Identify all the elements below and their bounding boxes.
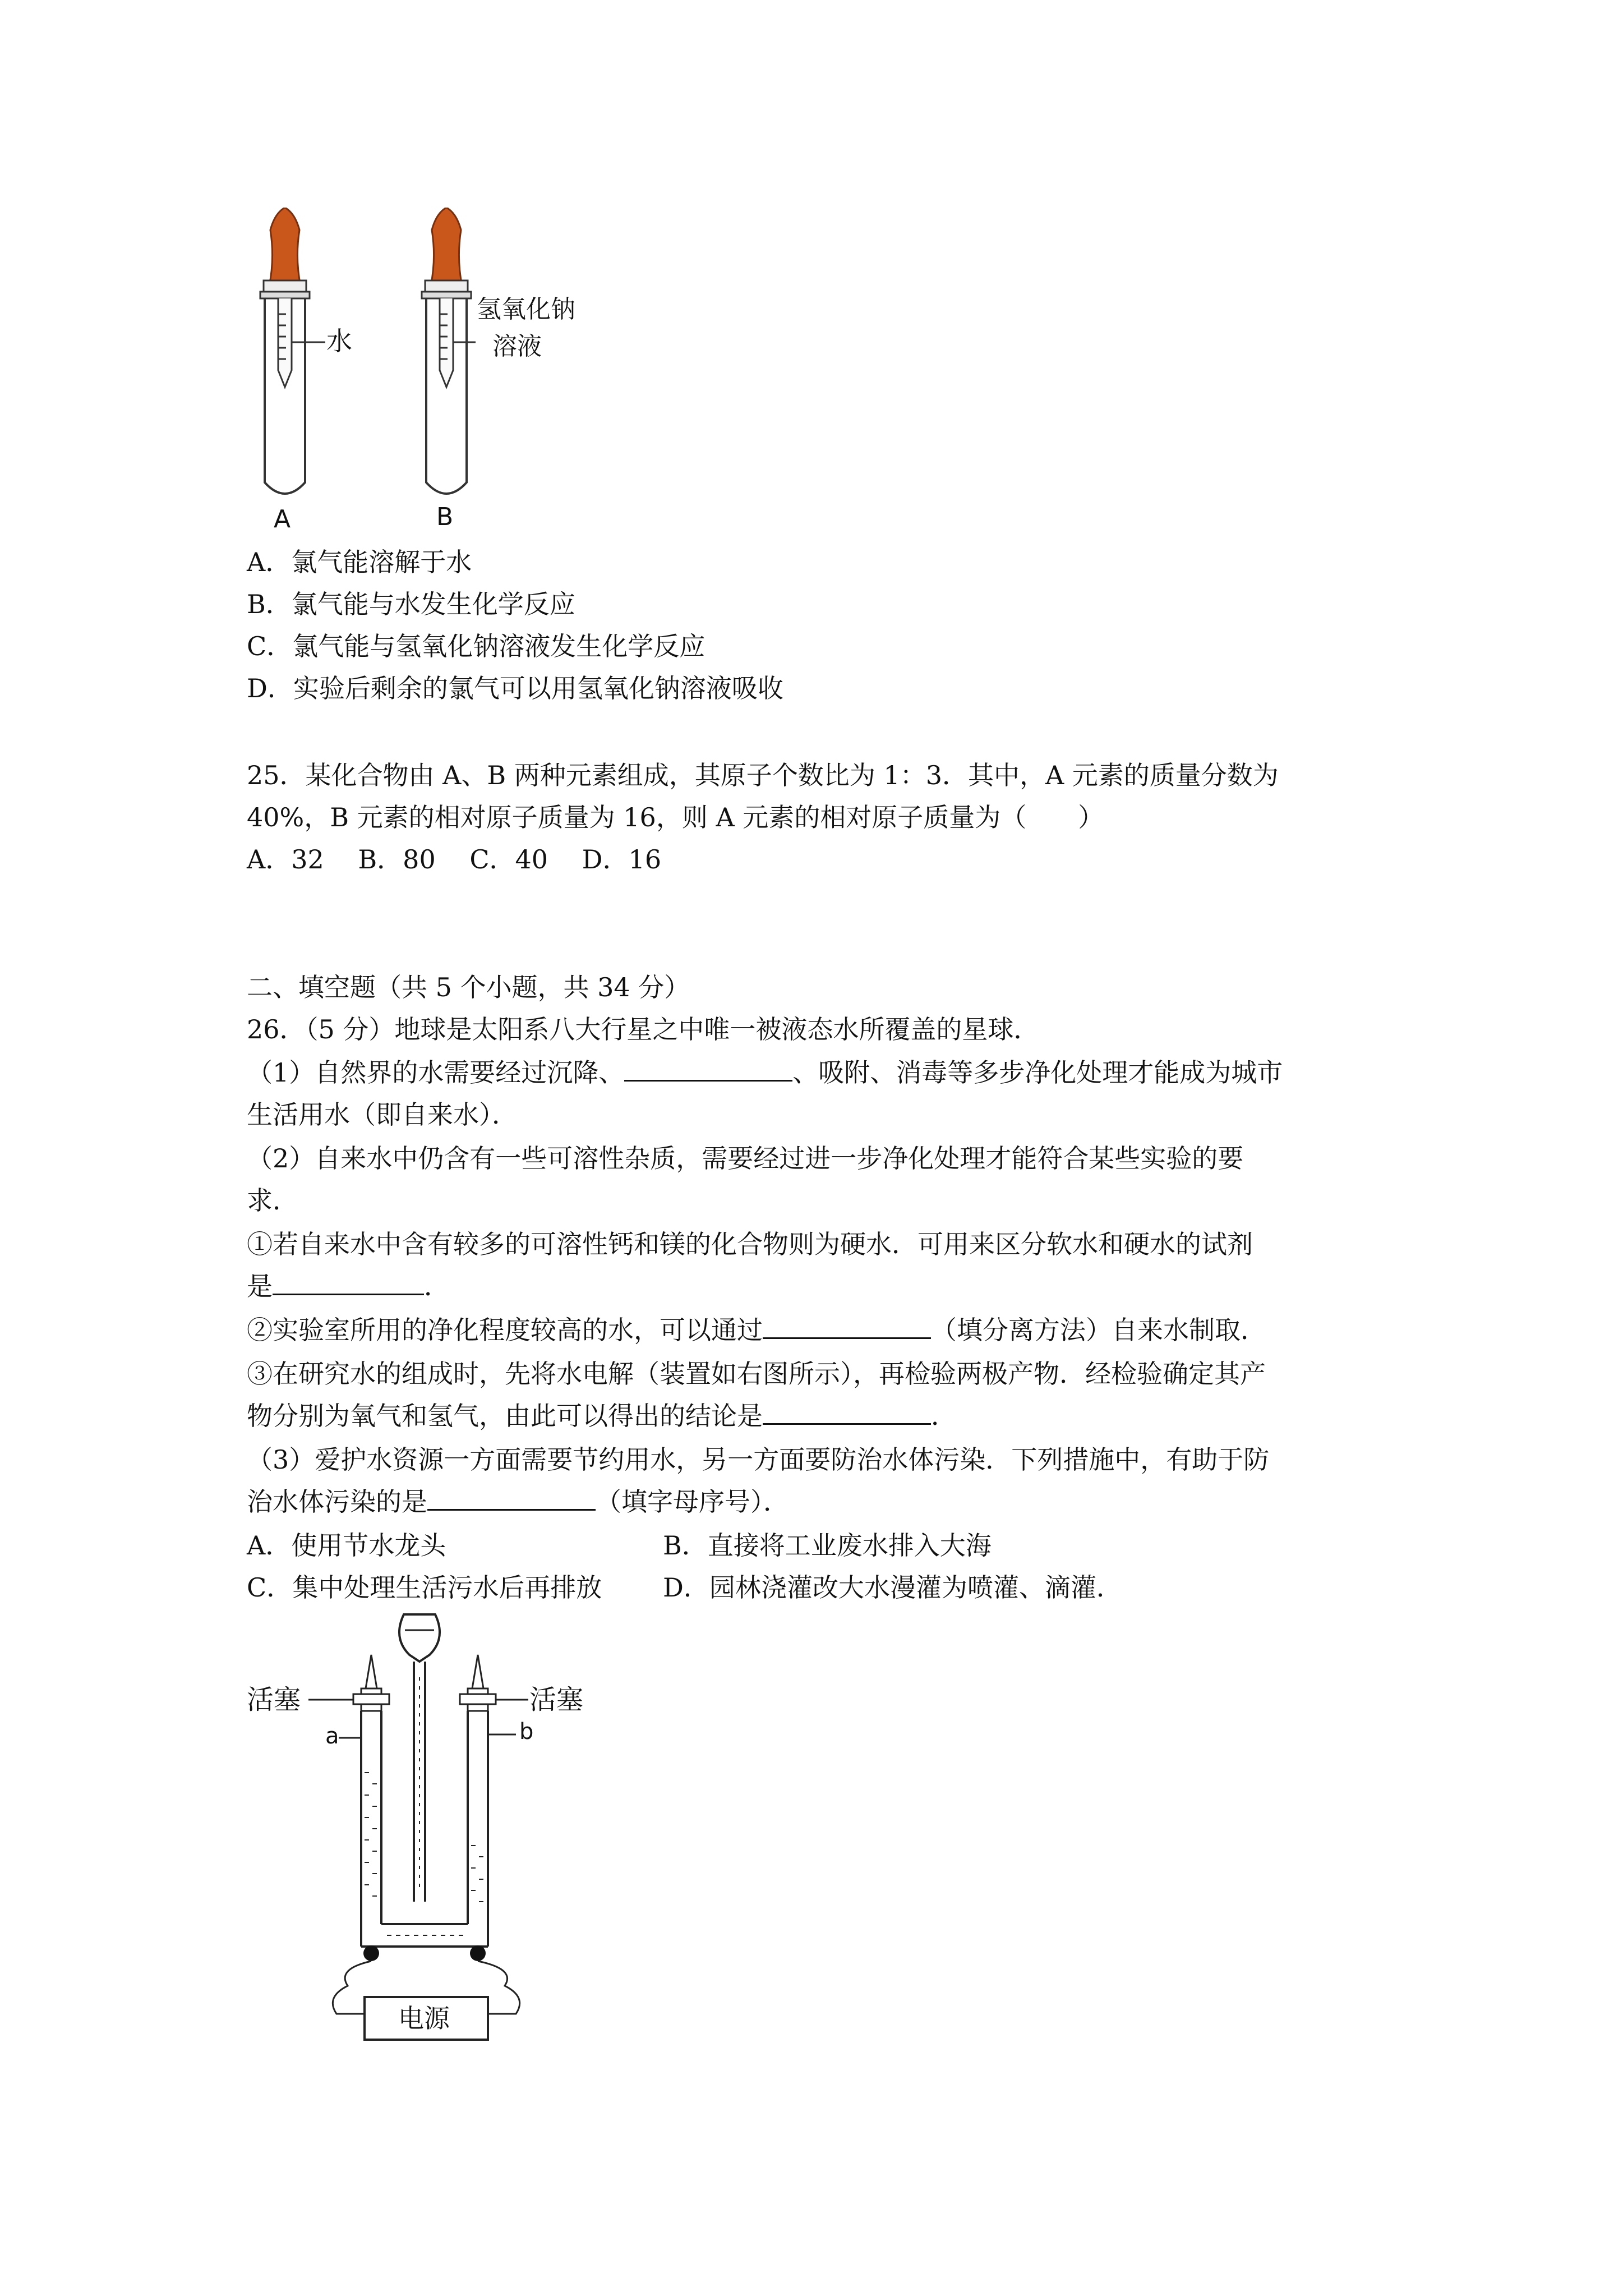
- tube-b-label: b: [519, 1719, 534, 1745]
- electrolysis-apparatus-figure: [241, 1610, 600, 2047]
- q26-sub1-line1: ①若自来水中含有较多的可溶性钙和镁的化合物则为硬水．可用来区分软水和硬水的试剂: [247, 1229, 1253, 1259]
- q25-stem-line2: 40%，B 元素的相对原子质量为 16，则 A 元素的相对原子质量为（ ）: [247, 802, 1104, 832]
- answer-blank-5[interactable]: [427, 1485, 596, 1511]
- tube-a: [260, 208, 352, 533]
- q24-option-d: D．实验后剩余的氯气可以用氢氧化钠溶液吸收: [247, 673, 783, 703]
- q25-stem-line1: 25．某化合物由 A、B 两种元素组成，其原子个数比为 1：3．其中，A 元素的质量分数为: [247, 760, 1279, 790]
- q26-part1-line1: （1）自然界的水需要经过沉降、 、吸附、消毒等多步净化处理才能成为城市: [247, 1057, 1283, 1088]
- q26-sub3-line2: 物分别为氧气和氢气，由此可以得出的结论是 ．: [247, 1401, 957, 1431]
- q24-option-a: A．氯气能溶解于水: [247, 547, 472, 577]
- tube-a-letter: A: [274, 505, 291, 533]
- q26-option-b: B．直接将工业废水排入大海: [663, 1530, 992, 1561]
- tube-a-label: a: [325, 1723, 339, 1749]
- q26-stem: 26．（5 分）地球是太阳系八大行星之中唯一被液态水所覆盖的星球．: [247, 1014, 1040, 1045]
- q26-part3-line2: 治水体污染的是 （填字母序号）．: [247, 1487, 789, 1517]
- q26-part2-line1: （2）自来水中仍含有一些可溶性杂质，需要经过进一步净化处理才能符合某些实验的要: [247, 1143, 1244, 1174]
- answer-blank-3[interactable]: [763, 1314, 931, 1339]
- q26-option-d: D．园林浇灌改大水漫灌为喷灌、滴灌．: [663, 1572, 1122, 1603]
- answer-blank-4[interactable]: [763, 1400, 931, 1425]
- tube-b: [422, 208, 575, 531]
- q26-sub1-line2: 是 ．: [247, 1271, 450, 1301]
- q24-option-c: C．氯气能与氢氧化钠溶液发生化学反应: [247, 631, 706, 661]
- q26-part3-line1: （3）爱护水资源一方面需要节约用水，另一方面要防治水体污染．下列措施中，有助于防: [247, 1444, 1270, 1475]
- q24-option-b: B．氯气能与水发生化学反应: [247, 589, 575, 619]
- q26-sub2: ②实验室所用的净化程度较高的水，可以通过 （填分离方法）自来水制取．: [247, 1315, 1266, 1345]
- stopcock-left-label: 活塞: [247, 1684, 301, 1715]
- label-water: 水: [326, 326, 352, 356]
- answer-blank-1[interactable]: [624, 1056, 792, 1082]
- label-naoh-line1: 氢氧化钠: [477, 295, 575, 324]
- test-tubes-figure: [241, 208, 589, 533]
- q26-part1-line2: 生活用水（即自来水）．: [247, 1099, 518, 1130]
- q25-options: A．32 B．80 C．40 D．16: [247, 844, 662, 875]
- stopcock-right-label: 活塞: [529, 1684, 584, 1715]
- answer-blank-2[interactable]: [273, 1270, 424, 1295]
- label-naoh-line2: 溶液: [492, 332, 542, 361]
- tube-b-letter: B: [436, 503, 454, 531]
- q26-part2-line2: 求．: [247, 1185, 298, 1216]
- q26-option-c: C．集中处理生活污水后再排放: [247, 1572, 602, 1603]
- power-label: 电源: [398, 2003, 450, 2033]
- q26-sub3-line1: ③在研究水的组成时，先将水电解（装置如右图所示），再检验两极产物．经检验确定其产: [247, 1359, 1266, 1389]
- section-heading: 二、填空题（共 5 个小题，共 34 分）: [247, 972, 690, 1002]
- q26-option-a: A．使用节水龙头: [247, 1530, 446, 1561]
